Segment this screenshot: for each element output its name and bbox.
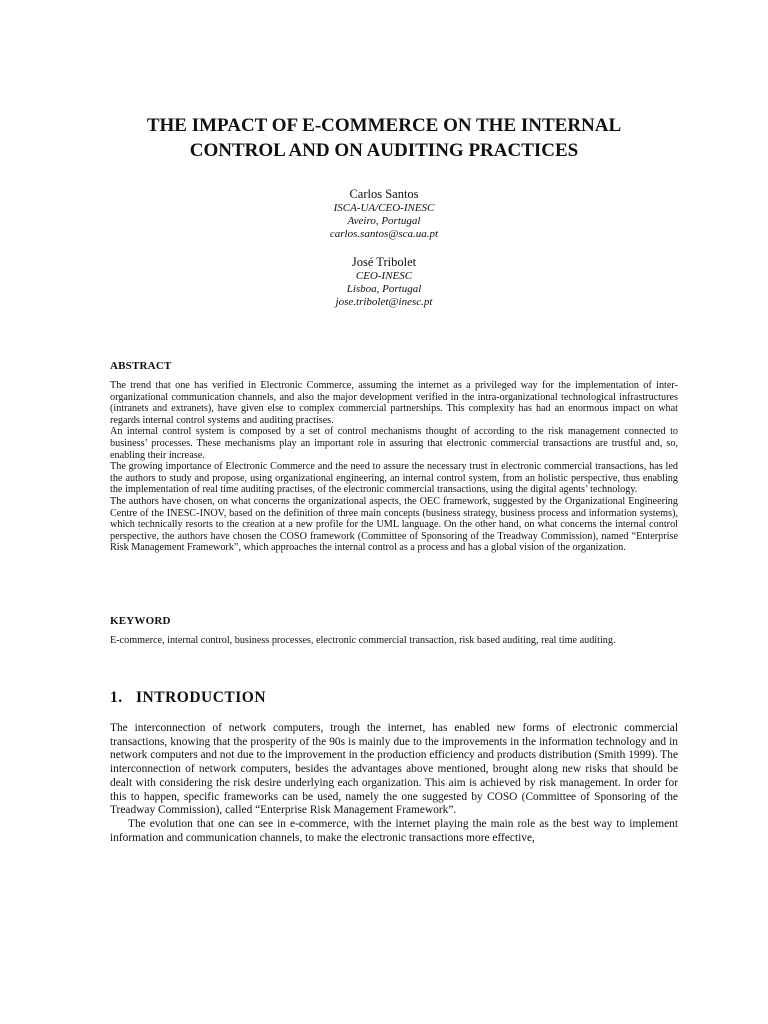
author-email: jose.tribolet@inesc.pt <box>335 296 433 308</box>
title-line-1: THE IMPACT OF E-COMMERCE ON THE INTERNAL <box>146 115 622 136</box>
abstract-paragraph: The trend that one has verified in Electronic Commerce, assuming the internet as a privileged way for the implementation of inter-organizational communication channels, and also the major development verified in the intra-organizational technological infrastructures (intranets and extranets), have given else to complex commercial partnerships. This complexity has had an enormous impact on what regards internal control systems and auditing practises. <box>110 380 678 426</box>
abstract-paragraph: An internal control system is composed by a set of control mechanisms thought of according to the risk management connected to business’ processes. These mechanisms play an important role in assuring that electronic commercial transactions are trustful and, so, enabling their increase. <box>110 426 678 461</box>
author-name: Carlos Santos <box>349 187 419 201</box>
section-number: 1. <box>110 689 123 706</box>
abstract-paragraph: The growing importance of Electronic Commerce and the need to assure the necessary trust in electronic commercial transactions, has led the authors to study and propose, using organizational engineering, an internal control system, from an holistic perspective, thus enabling the implementation of real time auditing practises, of the electronic commercial transactions, using the digital agents’ technology. <box>110 461 678 496</box>
author-block-1 <box>234 186 534 241</box>
author-location: Aveiro, Portugal <box>347 215 421 227</box>
author-affiliation: ISCA-UA/CEO-INESC <box>333 202 435 214</box>
introduction-heading <box>110 689 266 707</box>
author-block-2 <box>234 254 534 309</box>
author-location: Lisboa, Portugal <box>346 283 422 295</box>
title-line-2: CONTROL AND ON AUDITING PRACTICES <box>189 140 579 161</box>
keyword-heading: KEYWORD <box>110 615 171 627</box>
abstract-body <box>110 380 678 554</box>
paper-title <box>60 113 708 163</box>
abstract-paragraph: The authors have chosen, on what concerns the organizational aspects, the OEC framework, suggested by the Organizational Engineering Centre of the INESC-INOV, based on the definition of three main concepts (business strategy, business process and information systems), which technically resorts to the creation at a new profile for the UML language. On the other hand, on what concerns the internal control perspective, the authors have chosen the COSO framework (Committee of Sponsoring of the Treadway Commission), named “Enterprise Risk Management Framework”, which approaches the internal control as a process and has a global vision of the organization. <box>110 495 678 554</box>
author-email: carlos.santos@sca.ua.pt <box>329 228 439 240</box>
author-affiliation: CEO-INESC <box>355 270 413 282</box>
keyword-text: E-commerce, internal control, business processes, electronic commercial transaction, risk based auditing, real time auditing. <box>110 635 616 646</box>
introduction-paragraph: The interconnection of network computers, trough the internet, has enabled new forms of electronic commercial transactions, knowing that the prosperity of the 90s is mainly due to the improvements in the information technology and in network computers and not due to the improvement in the production efficiency and products distribution (Smith 1999). The interconnection of network computers, besides the advantages above mentioned, brought along new risks that should be dealt with considering the risk desire underlying each organization. This aim is achieved by risk management. In order for this to happen, specific frameworks can be used, namely the one suggested by COSO (Committee of Sponsoring of the Treadway Commission), called “Enterprise Risk Management Framework”. <box>110 722 678 817</box>
section-title: INTRODUCTION <box>136 689 267 706</box>
introduction-body <box>110 722 678 845</box>
abstract-heading: ABSTRACT <box>110 360 172 372</box>
introduction-paragraph: The evolution that one can see in e-commerce, with the internet playing the main role as the best way to implement information and communication channels, to make the electronic transactions more effective, <box>110 817 678 844</box>
author-name: José Tribolet <box>351 255 417 269</box>
